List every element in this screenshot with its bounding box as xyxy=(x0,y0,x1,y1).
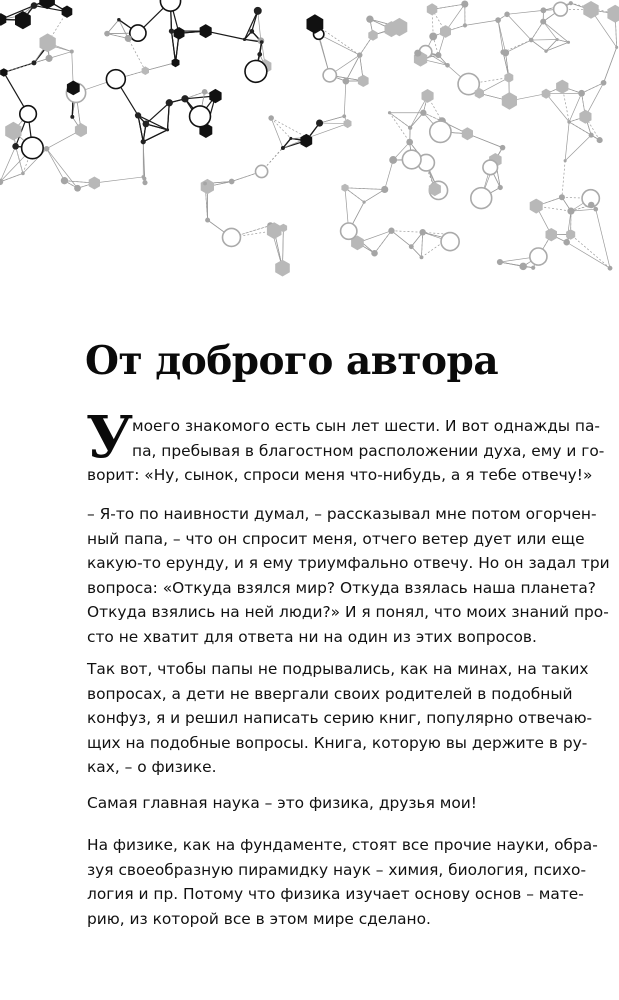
dot-node xyxy=(564,159,567,162)
dot-node xyxy=(21,172,25,176)
hexagon-node xyxy=(607,5,619,23)
dot-node xyxy=(104,31,110,37)
dot-node xyxy=(420,110,426,116)
hexagon-node xyxy=(583,1,598,19)
dot-node xyxy=(429,32,437,40)
dot-node xyxy=(343,78,350,85)
hexagon-node xyxy=(0,68,7,77)
dot-node xyxy=(381,186,388,193)
network-edge xyxy=(271,118,308,138)
network-edge xyxy=(506,40,532,53)
text-line: рию, из которой все в этом мире сделано. xyxy=(87,909,431,928)
text-line: па, пребывая в благостном расположении духа, ему и го- xyxy=(132,441,605,460)
network-edge xyxy=(320,116,345,123)
hexagon-node xyxy=(75,123,87,137)
dot-node xyxy=(289,137,292,140)
ring-node xyxy=(190,106,211,127)
text-line: сто не хватит для ответа ни на один из этих вопросов. xyxy=(87,627,537,646)
dot-node xyxy=(569,1,573,5)
dot-node xyxy=(316,120,323,127)
network-edge xyxy=(391,231,411,247)
ring-node xyxy=(20,106,37,123)
network-edge xyxy=(385,160,393,189)
hexagon-node xyxy=(504,73,513,83)
hexagon-node xyxy=(546,228,558,241)
text-line: – Я-то по наивности думал, – рассказывал мне потом огорчен- xyxy=(87,505,597,523)
network-edge xyxy=(319,34,360,55)
network-edge xyxy=(531,40,546,51)
dot-node xyxy=(601,80,607,86)
hexagon-node xyxy=(62,6,73,18)
dot-node xyxy=(70,50,74,54)
dot-node xyxy=(544,49,547,52)
text-line: ках, – о физике. xyxy=(87,758,217,776)
network-edges xyxy=(0,0,617,268)
ring-node xyxy=(323,69,336,82)
ring-node xyxy=(160,0,180,11)
ring-node xyxy=(483,160,498,175)
dot-node xyxy=(166,99,173,106)
dot-node xyxy=(203,182,207,186)
dot-node xyxy=(229,179,235,185)
ring-node xyxy=(22,137,44,159)
text-line: зуя своеобразную пирамидку наук – химия, биология, психо- xyxy=(87,860,587,879)
paragraph-2 xyxy=(87,502,610,649)
dot-node xyxy=(142,175,146,179)
text-line: На физике, как на фундаменте, стоят все прочие науки, обра- xyxy=(87,836,598,854)
dot-node xyxy=(357,52,362,57)
dot-node xyxy=(135,112,141,118)
dot-node xyxy=(125,35,132,42)
dot-node xyxy=(389,156,397,164)
dot-node xyxy=(445,63,450,68)
paragraph-1 xyxy=(132,414,605,463)
dot-node xyxy=(435,52,441,58)
network-edge xyxy=(596,209,610,268)
dot-node xyxy=(166,128,169,131)
dot-node xyxy=(12,143,19,150)
dot-node xyxy=(615,46,618,49)
network-edge xyxy=(507,10,543,14)
network-edge xyxy=(546,42,568,51)
dot-node xyxy=(254,7,262,15)
dot-node xyxy=(497,259,503,265)
network-edge xyxy=(546,94,569,122)
dot-node xyxy=(578,90,585,97)
ring-node xyxy=(530,248,547,265)
network-edge xyxy=(390,113,411,128)
network-edge xyxy=(167,103,169,130)
hexagon-node xyxy=(368,30,377,41)
network-edge xyxy=(507,14,531,40)
text-line: Откуда взялись на ней люди?» И я понял, что моих знаний про- xyxy=(87,603,609,621)
network-edge xyxy=(47,149,65,181)
network-edge xyxy=(582,83,604,93)
ring-node xyxy=(106,70,125,89)
text-line: ворит: «Ну, сынок, спроси меня что-нибудь, а я тебе отвечу!» xyxy=(87,466,593,484)
molecular-network-illustration xyxy=(0,0,619,290)
text-line: логия и пр. Потому что физика изучает основу основ – мате- xyxy=(87,885,584,903)
dot-node xyxy=(61,177,68,184)
text-line: вопроса: «Откуда взялся мир? Откуда взялась наша планета? xyxy=(87,578,596,597)
dot-node xyxy=(181,95,188,102)
text-line: вопросах, а дети не ввергали своих родителей в подобный xyxy=(87,684,573,703)
text-line: щих на подобные вопросы. Книга, которую вы держите в ру- xyxy=(87,733,588,752)
text-line: Самая главная наука – это физика, друзья мои! xyxy=(87,794,477,812)
dot-node xyxy=(409,244,414,249)
dot-node xyxy=(567,208,574,215)
dot-node xyxy=(420,255,424,259)
dot-node xyxy=(563,239,570,246)
dot-node xyxy=(519,263,527,271)
network-edge xyxy=(390,113,410,142)
network-edge xyxy=(604,47,617,82)
network-edge xyxy=(562,161,565,198)
dot-node xyxy=(540,7,546,13)
paragraph-1-continued xyxy=(87,463,593,488)
network-edge xyxy=(531,40,557,41)
dot-node xyxy=(461,1,468,8)
dot-node xyxy=(202,89,208,95)
dot-node xyxy=(414,50,421,57)
network-edge xyxy=(498,20,505,53)
network-edge xyxy=(258,11,261,41)
dot-node xyxy=(589,133,594,138)
network-edge xyxy=(543,22,557,40)
paragraph-3 xyxy=(87,657,593,780)
network-edge xyxy=(143,130,167,142)
ring-node xyxy=(341,223,357,239)
dot-node xyxy=(45,55,52,62)
dot-node xyxy=(540,19,546,25)
ring-node xyxy=(223,228,241,246)
dot-node xyxy=(44,146,50,152)
hexagon-node xyxy=(40,33,56,52)
dot-node xyxy=(388,111,391,114)
dot-node xyxy=(74,185,81,192)
network-edge xyxy=(94,177,143,183)
dot-node xyxy=(205,218,210,223)
network-edge xyxy=(567,242,610,268)
text-line: ный папа, – что он спросит меня, отчего ветер дует или еще xyxy=(87,529,585,548)
network-edge xyxy=(128,38,145,70)
network-edge xyxy=(565,122,569,161)
hexagon-node xyxy=(502,92,517,110)
network-edge xyxy=(271,118,283,148)
dot-node xyxy=(143,121,150,128)
dot-node xyxy=(419,229,425,235)
ring-node xyxy=(554,2,568,16)
dot-node xyxy=(342,114,346,118)
network-edge xyxy=(565,135,591,161)
hexagon-node xyxy=(530,199,543,214)
dot-node xyxy=(371,250,378,257)
dot-node xyxy=(249,29,254,34)
paragraph-5 xyxy=(87,833,598,931)
dot-node xyxy=(529,38,534,43)
network-nodes xyxy=(0,0,619,277)
hexagon-node xyxy=(341,184,348,192)
dot-node xyxy=(556,38,559,41)
network-edge xyxy=(344,81,346,116)
hexagon-node xyxy=(0,13,6,26)
text-line: какую-то ерунду, и я ему триумфально отвечу. Но он задал три xyxy=(87,554,610,572)
ring-node xyxy=(245,60,267,82)
network-edge xyxy=(531,22,543,40)
dot-node xyxy=(70,115,74,119)
text-line: Так вот, чтобы папы не подрывались, как на минах, на таких xyxy=(87,660,589,678)
hexagon-node xyxy=(427,3,438,15)
dot-node xyxy=(495,17,501,23)
dot-node xyxy=(406,139,413,146)
dot-node xyxy=(498,185,503,190)
dot-node xyxy=(0,179,3,185)
hexagon-node xyxy=(89,177,100,190)
network-edge xyxy=(0,146,16,182)
hexagon-node xyxy=(39,0,55,9)
dot-node xyxy=(531,266,535,270)
dot-node xyxy=(243,38,246,41)
dot-node xyxy=(281,146,285,150)
dot-node xyxy=(362,201,365,204)
network-edge xyxy=(546,40,557,52)
hexagon-node xyxy=(275,260,290,277)
dot-node xyxy=(260,40,264,44)
ring-node xyxy=(402,150,421,169)
dot-node xyxy=(388,228,394,234)
network-edge xyxy=(320,123,348,124)
network-edge xyxy=(346,55,360,81)
dot-node xyxy=(567,41,570,44)
dot-node xyxy=(141,139,146,144)
dot-node xyxy=(500,145,506,151)
dot-node xyxy=(597,137,603,143)
dot-node xyxy=(31,2,38,9)
ring-node xyxy=(441,233,459,251)
hexagon-node xyxy=(579,110,591,124)
dot-node xyxy=(408,126,412,130)
hexagon-node xyxy=(344,119,352,128)
dot-node xyxy=(268,115,274,121)
dot-node xyxy=(504,12,510,18)
drop-cap: У xyxy=(86,403,134,471)
dot-node xyxy=(142,180,147,185)
dot-node xyxy=(463,23,467,27)
ring-node xyxy=(430,121,451,142)
network-edge xyxy=(465,20,498,25)
dot-node xyxy=(608,266,613,271)
ring-node xyxy=(471,188,492,209)
dot-node xyxy=(567,120,571,124)
hexagon-node xyxy=(422,89,434,103)
ring-node xyxy=(130,25,146,41)
dot-node xyxy=(588,202,595,209)
dot-node xyxy=(593,207,598,212)
hexagon-node xyxy=(462,127,473,140)
dot-node xyxy=(117,18,120,21)
dot-node xyxy=(32,60,37,65)
dot-node xyxy=(169,28,174,33)
hexagon-node xyxy=(200,24,212,38)
hexagon-node xyxy=(201,179,214,194)
ring-node xyxy=(255,165,267,177)
paragraph-4 xyxy=(87,791,557,816)
network-edge xyxy=(391,231,422,233)
text-line: конфуз, я и решил написать серию книг, популярно отвечаю- xyxy=(87,709,593,727)
network-edge xyxy=(364,189,385,202)
network-edge xyxy=(571,234,610,268)
dot-node xyxy=(257,52,262,57)
text-line: моего знакомого есть сын лет шести. И вот однажды па- xyxy=(132,417,600,435)
dot-node xyxy=(559,194,565,200)
hexagon-node xyxy=(358,75,369,87)
network-edge xyxy=(145,63,175,71)
dot-node xyxy=(500,49,505,54)
dot-node xyxy=(366,16,373,23)
page-title: От доброго автора xyxy=(85,338,499,384)
network-edge xyxy=(271,118,291,138)
hexagon-node xyxy=(172,58,180,67)
hexagon-node xyxy=(142,66,149,75)
hexagon-node xyxy=(440,25,451,38)
hexagon-node xyxy=(556,80,568,94)
hexagon-node xyxy=(174,27,185,40)
